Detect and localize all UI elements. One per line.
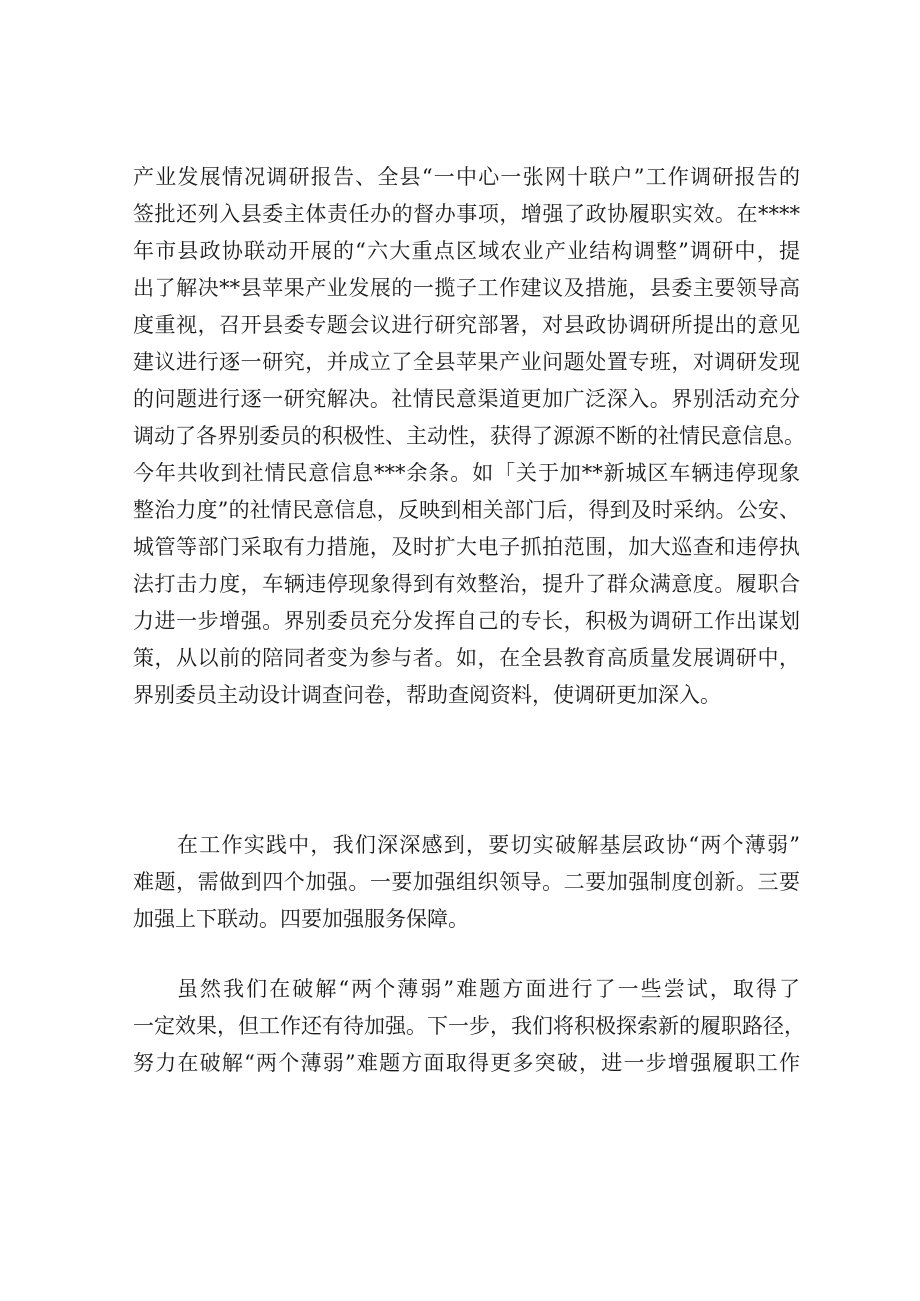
paragraph-line: 一定效果，但工作还有待加强。下一步，我们将积极探索新的履职路径， xyxy=(133,1014,805,1038)
paragraph-line: 度重视，召开县委专题会议进行研究部署，对县政协调研所提出的意见 xyxy=(133,313,800,337)
paragraph-line: 策，从以前的陪同者变为参与者。如，在全县教育高质量发展调研中， xyxy=(133,646,800,670)
paragraph-line: 加强上下联动。四要加强服务保障。 xyxy=(133,907,469,931)
paragraph-1 xyxy=(133,159,805,714)
paragraph-line: 年市县政协联动开展的“六大重点区域农业产业结构调整”调研中，提 xyxy=(133,239,800,263)
paragraph-3 xyxy=(133,971,805,1082)
paragraph-line: 的问题进行逐一研究解决。社情民意渠道更加广泛深入。界别活动充分 xyxy=(133,387,800,411)
paragraph-line: 努力在破解“两个薄弱”难题方面取得更多突破，进一步增强履职工作 xyxy=(133,1051,800,1075)
paragraph-line: 界别委员主动设计调查问卷，帮助查阅资料，使调研更加深入。 xyxy=(133,683,721,707)
paragraph-line: 难题，需做到四个加强。一要加强组织领导。二要加强制度创新。三要 xyxy=(133,870,800,894)
paragraph-line: 虽然我们在破解“两个薄弱”难题方面进行了一些尝试，取得了 xyxy=(177,977,800,1001)
paragraph-line: 力进一步增强。界别委员充分发挥自己的专长，积极为调研工作出谋划 xyxy=(133,609,800,633)
paragraph-line: 调动了各界别委员的积极性、主动性，获得了源源不断的社情民意信息。 xyxy=(133,424,805,448)
paragraph-line: 法打击力度，车辆违停现象得到有效整治，提升了群众满意度。履职合 xyxy=(133,572,800,596)
paragraph-2 xyxy=(133,827,800,938)
paragraph-line: 建议进行逐一研究，并成立了全县苹果产业问题处置专班，对调研发现 xyxy=(133,350,800,374)
paragraph-line: 出了解决**县苹果产业发展的一揽子工作建议及措施，县委主要领导高 xyxy=(133,276,800,300)
paragraph-line: 在工作实践中，我们深深感到，要切实破解基层政协“两个薄弱” xyxy=(177,833,800,857)
paragraph-line: 签批还列入县委主体责任办的督办事项，增强了政协履职实效。在**** xyxy=(133,202,800,226)
paragraph-line: 整治力度”的社情民意信息，反映到相关部门后，得到及时采纳。公安、 xyxy=(133,498,800,522)
paragraph-line: 产业发展情况调研报告、全县“一中心一张网十联户”工作调研报告的 xyxy=(133,165,800,189)
paragraph-line: 今年共收到社情民意信息***余条。如「关于加**新城区车辆违停现象 xyxy=(133,461,800,485)
paragraph-line: 城管等部门采取有力措施，及时扩大电子抓拍范围，加大巡查和违停执 xyxy=(133,535,800,559)
